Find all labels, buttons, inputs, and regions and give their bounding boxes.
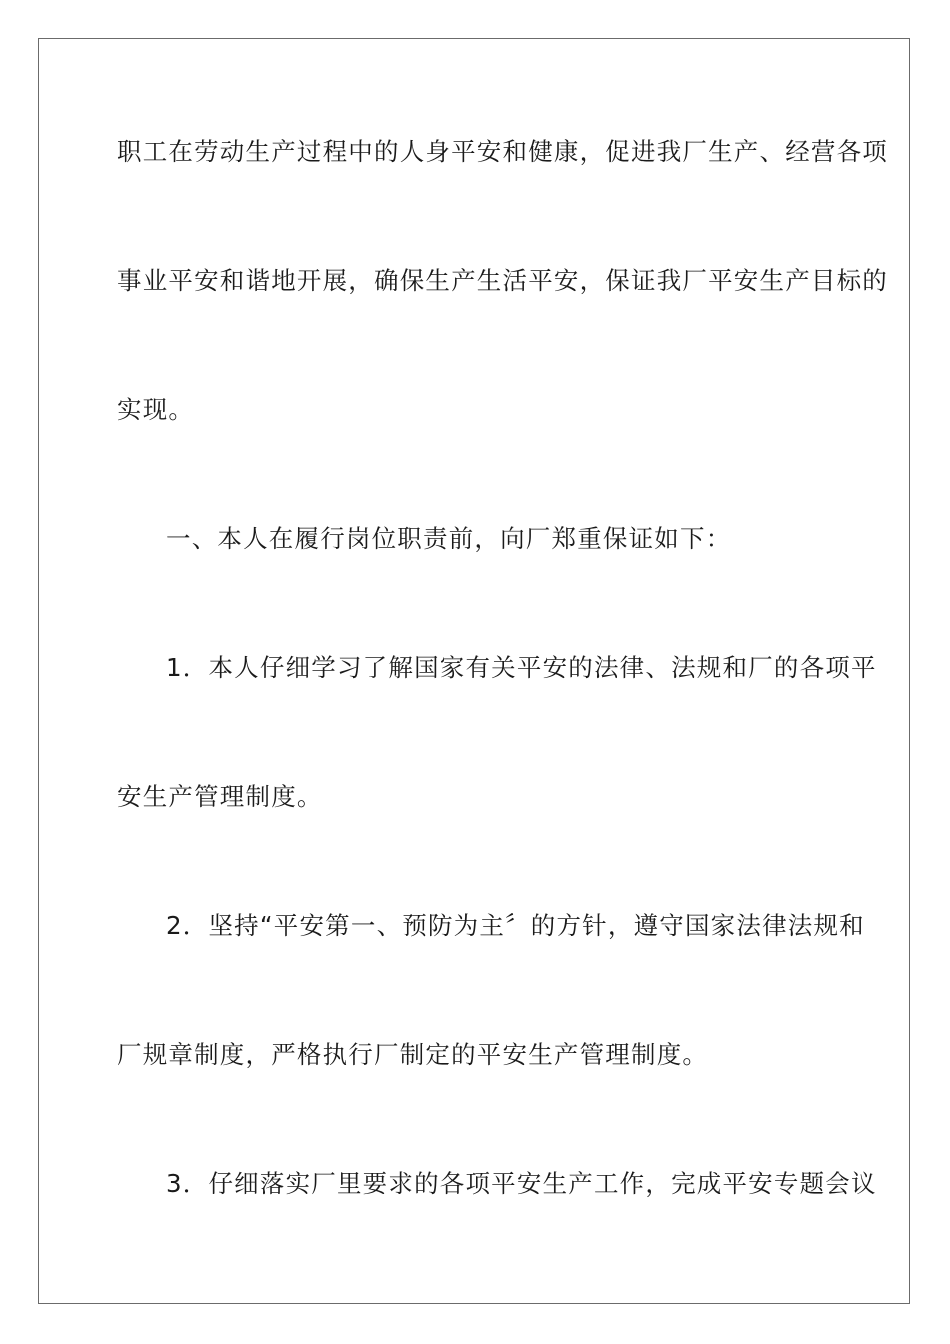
item-3-line-1: 3．仔细落实厂里要求的各项平安生产工作，完成平安专题会议 [166,1169,877,1198]
text-line-2: 事业平安和谐地开展，确保生产生活平安，保证我厂平安生产目标的 [117,266,888,295]
text-line-1: 职工在劳动生产过程中的人身平安和健康，促进我厂生产、经营各项 [117,137,888,166]
item-1-line-1: 1．本人仔细学习了解国家有关平安的法律、法规和厂的各项平 [166,653,877,682]
item-1-line-2: 安生产管理制度。 [117,782,323,811]
item-2-line-1: 2．坚持“平安第一、预防为主〞的方针，遵守国家法律法规和 [166,911,865,940]
section-heading-1: 一、本人在履行岗位职责前，向厂郑重保证如下： [166,524,732,553]
text-line-3: 实现。 [117,395,195,424]
item-2-line-2: 厂规章制度，严格执行厂制定的平安生产管理制度。 [117,1040,709,1069]
document-body [117,130,888,1291]
